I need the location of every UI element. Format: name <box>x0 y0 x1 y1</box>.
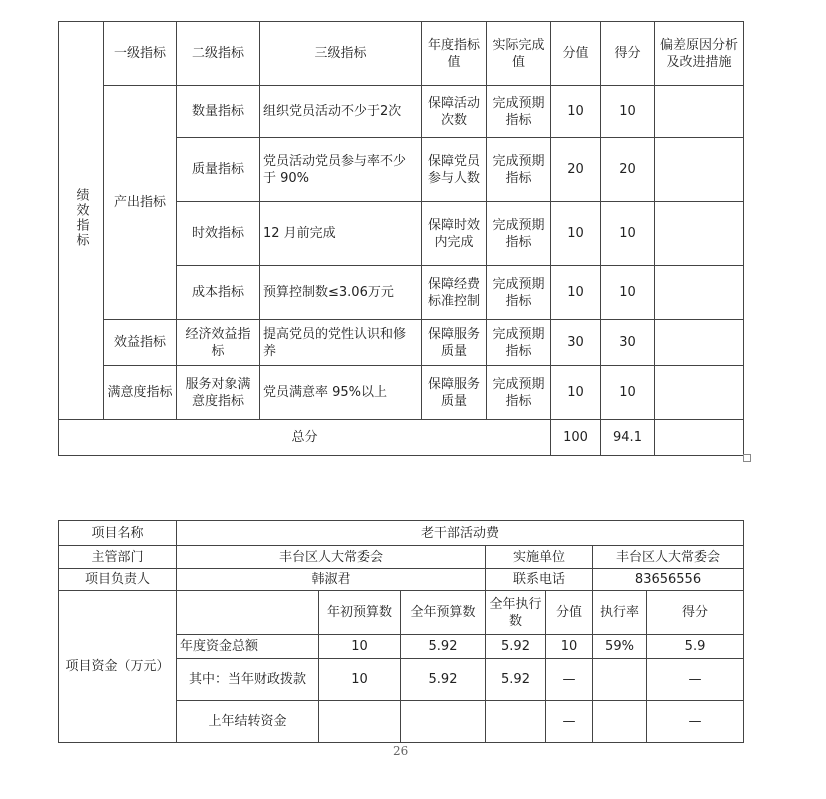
header-level2: 二级指标 <box>177 22 260 86</box>
score-cell: 10 <box>601 86 655 138</box>
full-exec-cell <box>486 701 546 743</box>
performance-table <box>58 21 744 456</box>
full-budget-cell: 5.92 <box>401 659 486 701</box>
level2-cell: 时效指标 <box>177 202 260 266</box>
score-value-cell: 10 <box>551 366 601 420</box>
score-cell: 10 <box>601 366 655 420</box>
header-level3: 三级指标 <box>260 22 422 86</box>
score-value-cell: 10 <box>551 202 601 266</box>
score-cell: 5.9 <box>647 635 744 659</box>
funds-label: 项目资金（万元） <box>59 591 177 743</box>
target-cell: 保障活动次数 <box>422 86 487 138</box>
score-cell: 30 <box>601 320 655 366</box>
level2-cell: 经济效益指标 <box>177 320 260 366</box>
header-target: 年度指标值 <box>422 22 487 86</box>
actual-cell: 完成预期指标 <box>487 366 551 420</box>
row-label: 其中：当年财政拨款 <box>177 659 319 701</box>
level3-cell: 党员活动党员参与率不少于 90% <box>260 138 422 202</box>
dept-value: 丰台区人大常委会 <box>177 546 486 569</box>
total-row <box>59 420 744 456</box>
score-value-cell: — <box>546 659 593 701</box>
score-value-header: 分值 <box>546 591 593 635</box>
total-score: 94.1 <box>601 420 655 456</box>
score-value-cell: 10 <box>546 635 593 659</box>
dept-label: 主管部门 <box>59 546 177 569</box>
full-exec-cell: 5.92 <box>486 635 546 659</box>
group-cell: 绩效指标 <box>59 22 104 420</box>
target-cell: 保障经费标准控制 <box>422 266 487 320</box>
level2-cell: 服务对象满意度指标 <box>177 366 260 420</box>
score-cell: — <box>647 659 744 701</box>
benefit-label: 效益指标 <box>104 320 177 366</box>
level2-cell: 成本指标 <box>177 266 260 320</box>
actual-cell: 完成预期指标 <box>487 320 551 366</box>
score-value-cell: 10 <box>551 86 601 138</box>
level3-cell: 党员满意率 95%以上 <box>260 366 422 420</box>
phone-label: 联系电话 <box>486 569 593 591</box>
satisfaction-label: 满意度指标 <box>104 366 177 420</box>
deviation-cell <box>655 202 744 266</box>
header-score-value: 分值 <box>551 22 601 86</box>
exec-rate-cell <box>593 659 647 701</box>
score-cell: 20 <box>601 138 655 202</box>
deviation-cell <box>655 138 744 202</box>
output-label: 产出指标 <box>104 86 177 320</box>
score-cell: 10 <box>601 266 655 320</box>
total-score-value: 100 <box>551 420 601 456</box>
target-cell: 保障服务质量 <box>422 366 487 420</box>
exec-rate-cell: 59% <box>593 635 647 659</box>
score-value-cell: 10 <box>551 266 601 320</box>
level3-cell: 预算控制数≤3.06万元 <box>260 266 422 320</box>
total-label: 总分 <box>59 420 551 456</box>
table-end-marker <box>743 454 751 462</box>
header-row <box>59 22 744 86</box>
deviation-cell <box>655 366 744 420</box>
impl-label: 实施单位 <box>486 546 593 569</box>
exec-rate-header: 执行率 <box>593 591 647 635</box>
header-score: 得分 <box>601 22 655 86</box>
full-budget-cell <box>401 701 486 743</box>
owner-row <box>59 569 744 591</box>
deviation-cell <box>655 320 744 366</box>
header-deviation: 偏差原因分析及改进措施 <box>655 22 744 86</box>
full-exec-cell: 5.92 <box>486 659 546 701</box>
level2-cell: 数量指标 <box>177 86 260 138</box>
full-exec-header: 全年执行数 <box>486 591 546 635</box>
owner-label: 项目负责人 <box>59 569 177 591</box>
score-value-cell: — <box>546 701 593 743</box>
target-cell: 保障服务质量 <box>422 320 487 366</box>
level2-cell: 质量指标 <box>177 138 260 202</box>
full-budget-header: 全年预算数 <box>401 591 486 635</box>
target-cell: 保障党员参与人数 <box>422 138 487 202</box>
funds-blank-header <box>177 591 319 635</box>
row-label: 年度资金总额 <box>177 635 319 659</box>
initial-header: 年初预算数 <box>319 591 401 635</box>
target-cell: 保障时效内完成 <box>422 202 487 266</box>
deviation-cell <box>655 266 744 320</box>
header-actual: 实际完成值 <box>487 22 551 86</box>
project-name-value: 老干部活动费 <box>177 521 744 546</box>
phone-value: 83656556 <box>593 569 744 591</box>
full-budget-cell: 5.92 <box>401 635 486 659</box>
header-level1: 一级指标 <box>104 22 177 86</box>
project-name-label: 项目名称 <box>59 521 177 546</box>
total-deviation <box>655 420 744 456</box>
dept-row <box>59 546 744 569</box>
project-name-row <box>59 521 744 546</box>
initial-cell: 10 <box>319 659 401 701</box>
owner-value: 韩淑君 <box>177 569 486 591</box>
table-row <box>59 320 744 366</box>
level3-cell: 组织党员活动不少于2次 <box>260 86 422 138</box>
table-row <box>59 86 744 138</box>
page-number: 26 <box>393 744 409 758</box>
exec-rate-cell <box>593 701 647 743</box>
score-value-cell: 20 <box>551 138 601 202</box>
score-cell: — <box>647 701 744 743</box>
project-table <box>58 520 744 743</box>
initial-cell <box>319 701 401 743</box>
deviation-cell <box>655 86 744 138</box>
level3-cell: 提高党员的党性认识和修养 <box>260 320 422 366</box>
initial-cell: 10 <box>319 635 401 659</box>
table-row <box>59 366 744 420</box>
actual-cell: 完成预期指标 <box>487 138 551 202</box>
actual-cell: 完成预期指标 <box>487 266 551 320</box>
row-label: 上年结转资金 <box>177 701 319 743</box>
impl-value: 丰台区人大常委会 <box>593 546 744 569</box>
score-header: 得分 <box>647 591 744 635</box>
level3-cell: 12 月前完成 <box>260 202 422 266</box>
actual-cell: 完成预期指标 <box>487 86 551 138</box>
funds-header-row <box>59 591 744 635</box>
score-value-cell: 30 <box>551 320 601 366</box>
score-cell: 10 <box>601 202 655 266</box>
actual-cell: 完成预期指标 <box>487 202 551 266</box>
